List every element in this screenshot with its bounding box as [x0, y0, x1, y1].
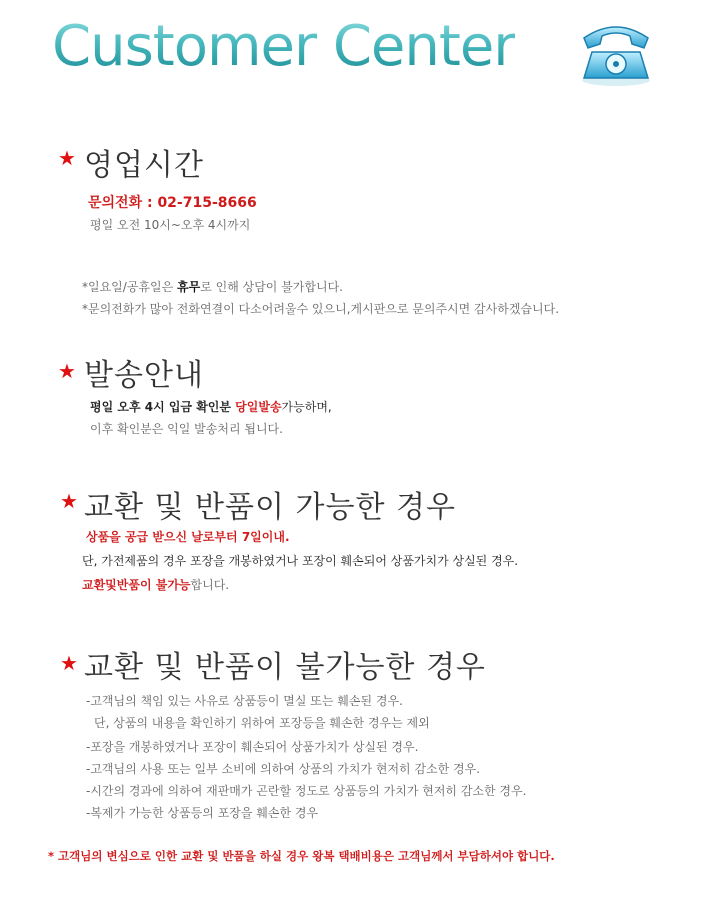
shipping-line-1: 평일 오후 4시 입금 확인분 당일발송가능하며, — [90, 400, 332, 414]
exchange-possible-heading: 교환 및 반품이 가능한 경우 — [84, 490, 456, 525]
star-icon: ★ — [58, 146, 76, 170]
list-item: -복제가 가능한 상품등의 포장을 훼손한 경우 — [86, 806, 319, 820]
exchange-period: 상품을 공급 받으신 날로부터 7일이내. — [86, 530, 290, 544]
list-item: -시간의 경과에 의하여 재판매가 곤란할 정도로 상품등의 가치가 현저히 감소한 경우. — [86, 784, 527, 798]
star-icon: ★ — [60, 651, 78, 675]
list-item: 단, 상품의 내용을 확인하기 위하여 포장등을 훼손한 경우는 제외 — [94, 716, 430, 730]
shipping-line-2: 이후 확인분은 익일 발송처리 됩니다. — [90, 422, 283, 436]
star-icon: ★ — [60, 489, 78, 513]
telephone-icon — [574, 18, 658, 90]
list-item: -고객님의 책임 있는 사유로 상품등이 멸실 또는 훼손된 경우. — [86, 694, 403, 708]
shipping-heading: 발송안내 — [84, 358, 204, 393]
hours-heading: 영업시간 — [84, 148, 204, 183]
exchange-impossible-heading: 교환 및 반품이 불가능한 경우 — [84, 650, 486, 685]
list-item: -포장을 개봉하였거나 포장이 훼손되어 상품가치가 상실된 경우. — [86, 740, 419, 754]
list-item: -고객님의 사용 또는 일부 소비에 의하여 상품의 가치가 현저히 감소한 경우. — [86, 762, 481, 776]
phone-number: 문의전화 : 02-715-8666 — [88, 195, 257, 211]
holiday-note: *일요일/공휴일은 휴무로 인해 상담이 불가합니다. — [82, 280, 343, 294]
weekday-hours: 평일 오전 10시~오후 4시까지 — [90, 218, 251, 232]
footer-warning: * 고객님의 변심으로 인한 교환 및 반품을 하실 경우 왕복 택배비용은 고객님께서 부담하셔야 합니다. — [48, 849, 555, 863]
exchange-not-possible-note: 교환및반품이 불가능합니다. — [82, 578, 230, 592]
phone-busy-note: *문의전화가 많아 전화연결이 다소어려울수 있으니,게시판으로 문의주시면 감사하겠습니다. — [82, 302, 560, 316]
page-title: Customer Center — [52, 14, 516, 79]
exchange-exception: 단, 가전제품의 경우 포장을 개봉하였거나 포장이 훼손되어 상품가치가 상실된 경우. — [82, 554, 519, 568]
star-icon: ★ — [58, 359, 76, 383]
